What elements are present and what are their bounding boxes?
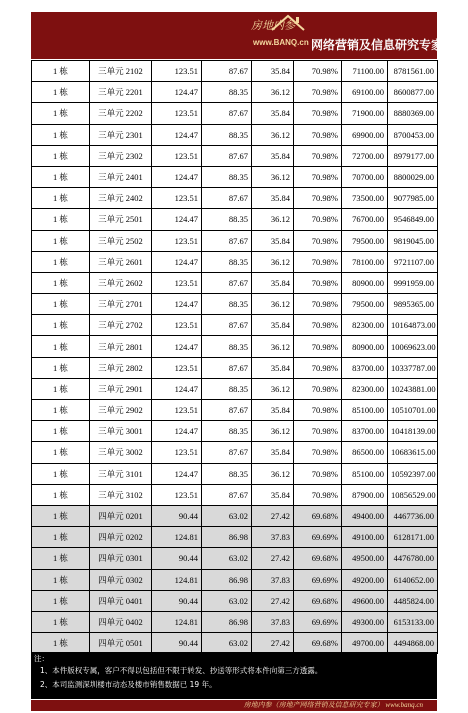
table-cell: 70.98% (294, 209, 342, 230)
table-cell: 87.67 (202, 188, 252, 209)
table-cell: 10337787.00 (388, 357, 438, 378)
table-cell: 69.68% (294, 505, 342, 526)
table-cell: 1 栋 (32, 294, 90, 315)
table-cell: 1 栋 (32, 548, 90, 569)
table-cell: 三单元 2102 (90, 61, 152, 82)
table-cell: 86.98 (202, 611, 252, 632)
table-cell: 63.02 (202, 505, 252, 526)
table-cell: 9077985.00 (388, 188, 438, 209)
table-cell: 88.35 (202, 124, 252, 145)
table-cell: 10243881.00 (388, 378, 438, 399)
brand-logo (251, 16, 444, 56)
table-cell: 70.98% (294, 124, 342, 145)
table-cell: 87.67 (202, 400, 252, 421)
table-cell: 70.98% (294, 315, 342, 336)
table-row (32, 61, 438, 82)
table-cell: 8600877.00 (388, 82, 438, 103)
table-cell: 36.12 (252, 463, 294, 484)
table-cell: 82300.00 (342, 315, 388, 336)
table-cell: 49300.00 (342, 611, 388, 632)
table-cell: 35.84 (252, 484, 294, 505)
table-cell: 76700.00 (342, 209, 388, 230)
table-cell: 9721107.00 (388, 251, 438, 272)
table-row (32, 188, 438, 209)
table-cell: 36.12 (252, 294, 294, 315)
table-cell: 123.51 (152, 188, 202, 209)
table-cell: 三单元 3002 (90, 442, 152, 463)
table-cell: 123.51 (152, 230, 202, 251)
table-cell: 四单元 0202 (90, 527, 152, 548)
table-cell: 124.81 (152, 527, 202, 548)
table-cell: 8979177.00 (388, 145, 438, 166)
table-cell: 四单元 0401 (90, 590, 152, 611)
table-cell: 70.98% (294, 400, 342, 421)
table-cell: 72700.00 (342, 145, 388, 166)
table-cell: 1 栋 (32, 61, 90, 82)
table-cell: 70.98% (294, 294, 342, 315)
table-cell: 88.35 (202, 336, 252, 357)
table-cell: 70.98% (294, 188, 342, 209)
table-cell: 124.81 (152, 569, 202, 590)
table-cell: 27.42 (252, 633, 294, 654)
table-cell: 8700453.00 (388, 124, 438, 145)
table-cell: 124.47 (152, 166, 202, 187)
table-cell: 1 栋 (32, 336, 90, 357)
table-cell: 36.12 (252, 378, 294, 399)
table-cell: 1 栋 (32, 400, 90, 421)
table-cell: 27.42 (252, 548, 294, 569)
table-cell: 124.47 (152, 378, 202, 399)
table-cell: 49700.00 (342, 633, 388, 654)
table-cell: 69.69% (294, 569, 342, 590)
table-cell: 123.51 (152, 484, 202, 505)
table-cell: 35.84 (252, 145, 294, 166)
table-cell: 63.02 (202, 633, 252, 654)
table-cell: 123.51 (152, 442, 202, 463)
table-cell: 6128171.00 (388, 527, 438, 548)
table-cell: 35.84 (252, 188, 294, 209)
table-cell: 87900.00 (342, 484, 388, 505)
table-cell: 36.12 (252, 421, 294, 442)
table-cell: 三单元 3001 (90, 421, 152, 442)
table-cell: 88.35 (202, 421, 252, 442)
table-cell: 70.98% (294, 230, 342, 251)
table-row (32, 272, 438, 293)
table-row (32, 209, 438, 230)
table-cell: 49100.00 (342, 527, 388, 548)
notes-box (31, 652, 437, 699)
table-cell: 四单元 0201 (90, 505, 152, 526)
table-row (32, 505, 438, 526)
table-cell: 37.83 (252, 611, 294, 632)
table-cell: 71100.00 (342, 61, 388, 82)
table-cell: 10856529.00 (388, 484, 438, 505)
table-cell: 10592397.00 (388, 463, 438, 484)
table-cell: 三单元 2202 (90, 103, 152, 124)
table-cell: 9819045.00 (388, 230, 438, 251)
table-cell: 124.47 (152, 421, 202, 442)
table-cell: 1 栋 (32, 103, 90, 124)
table-cell: 69.69% (294, 611, 342, 632)
table-cell: 三单元 2601 (90, 251, 152, 272)
table-cell: 四单元 0402 (90, 611, 152, 632)
table-row (32, 315, 438, 336)
table-cell: 123.51 (152, 103, 202, 124)
table-cell: 70.98% (294, 145, 342, 166)
table-cell: 10418139.00 (388, 421, 438, 442)
table-cell: 1 栋 (32, 272, 90, 293)
table-cell: 10510701.00 (388, 400, 438, 421)
table-row (32, 230, 438, 251)
table-cell: 63.02 (202, 548, 252, 569)
table-cell: 35.84 (252, 103, 294, 124)
table-cell: 9546849.00 (388, 209, 438, 230)
table-cell: 1 栋 (32, 357, 90, 378)
table-cell: 69.68% (294, 590, 342, 611)
table-cell: 4467736.00 (388, 505, 438, 526)
table-cell: 27.42 (252, 505, 294, 526)
table-cell: 71900.00 (342, 103, 388, 124)
table-cell: 70.98% (294, 251, 342, 272)
table-cell: 36.12 (252, 124, 294, 145)
table-cell: 三单元 2402 (90, 188, 152, 209)
notes-label: 注： (34, 654, 49, 663)
table-cell: 124.47 (152, 209, 202, 230)
table-cell: 124.47 (152, 124, 202, 145)
logo-chinese-name: 房地内参 (251, 20, 295, 32)
table-cell: 87.67 (202, 230, 252, 251)
table-cell: 8781561.00 (388, 61, 438, 82)
table-cell: 87.67 (202, 103, 252, 124)
table-cell: 80900.00 (342, 272, 388, 293)
table-row (32, 294, 438, 315)
table-cell: 10164873.00 (388, 315, 438, 336)
table-cell: 49400.00 (342, 505, 388, 526)
table-row (32, 400, 438, 421)
table-cell: 70.98% (294, 421, 342, 442)
table-cell: 86.98 (202, 527, 252, 548)
table-cell: 69900.00 (342, 124, 388, 145)
table-cell: 36.12 (252, 209, 294, 230)
table-cell: 73500.00 (342, 188, 388, 209)
table-row (32, 166, 438, 187)
table-cell: 三单元 3102 (90, 484, 152, 505)
table-cell: 63.02 (202, 590, 252, 611)
table-cell: 123.51 (152, 400, 202, 421)
table-cell: 83700.00 (342, 357, 388, 378)
table-cell: 四单元 0301 (90, 548, 152, 569)
table-row (32, 633, 438, 654)
table-cell: 三单元 2401 (90, 166, 152, 187)
table-cell: 三单元 2302 (90, 145, 152, 166)
table-cell: 36.12 (252, 166, 294, 187)
table-row (32, 463, 438, 484)
table-row (32, 442, 438, 463)
table-cell: 79500.00 (342, 230, 388, 251)
table-cell: 4485824.00 (388, 590, 438, 611)
table-cell: 1 栋 (32, 209, 90, 230)
table-row (32, 357, 438, 378)
table-cell: 1 栋 (32, 188, 90, 209)
table-cell: 35.84 (252, 272, 294, 293)
table-cell: 123.51 (152, 357, 202, 378)
table-cell: 70.98% (294, 272, 342, 293)
unit-price-table (31, 60, 438, 654)
footer-bar (31, 700, 437, 711)
table-cell: 10069623.00 (388, 336, 438, 357)
table-cell: 87.67 (202, 145, 252, 166)
table-cell: 124.47 (152, 82, 202, 103)
table-cell: 35.84 (252, 61, 294, 82)
table-row (32, 336, 438, 357)
table-cell: 三单元 2301 (90, 124, 152, 145)
table-cell: 70.98% (294, 357, 342, 378)
table-row (32, 548, 438, 569)
table-row (32, 124, 438, 145)
table-cell: 1 栋 (32, 611, 90, 632)
table-cell: 三单元 2901 (90, 378, 152, 399)
table-cell: 90.44 (152, 590, 202, 611)
table-cell: 1 栋 (32, 421, 90, 442)
table-cell: 88.35 (202, 251, 252, 272)
table-cell: 88.35 (202, 294, 252, 315)
table-cell: 78100.00 (342, 251, 388, 272)
table-cell: 1 栋 (32, 230, 90, 251)
table-cell: 36.12 (252, 82, 294, 103)
note-monitoring: 2、本司监测深圳楼市动态及楼市销售数据已 19 年。 (40, 680, 217, 689)
table-cell: 6140652.00 (388, 569, 438, 590)
table-row (32, 103, 438, 124)
table-cell: 1 栋 (32, 145, 90, 166)
table-cell: 70.98% (294, 378, 342, 399)
table-cell: 90.44 (152, 505, 202, 526)
table-cell: 三单元 2902 (90, 400, 152, 421)
table-cell: 1 栋 (32, 633, 90, 654)
table-cell: 1 栋 (32, 82, 90, 103)
table-row (32, 145, 438, 166)
table-cell: 1 栋 (32, 166, 90, 187)
table-row (32, 378, 438, 399)
table-cell: 1 栋 (32, 569, 90, 590)
table-cell: 87.67 (202, 272, 252, 293)
table-cell: 123.51 (152, 61, 202, 82)
table-cell: 四单元 0302 (90, 569, 152, 590)
table-cell: 70.98% (294, 336, 342, 357)
table-cell: 1 栋 (32, 378, 90, 399)
table-cell: 1 栋 (32, 484, 90, 505)
table-cell: 86.98 (202, 569, 252, 590)
table-cell: 70.98% (294, 103, 342, 124)
table-row (32, 421, 438, 442)
table-cell: 35.84 (252, 442, 294, 463)
page-number: 6 (430, 653, 436, 663)
table-cell: 4494868.00 (388, 633, 438, 654)
table-cell: 123.51 (152, 315, 202, 336)
table-cell: 四单元 0501 (90, 633, 152, 654)
header-banner (31, 12, 444, 59)
table-cell: 124.81 (152, 611, 202, 632)
table-cell: 37.83 (252, 569, 294, 590)
table-cell: 79500.00 (342, 294, 388, 315)
table-cell: 1 栋 (32, 590, 90, 611)
table-cell: 8880369.00 (388, 103, 438, 124)
table-cell: 36.12 (252, 251, 294, 272)
table-cell: 9991959.00 (388, 272, 438, 293)
table-cell: 三单元 2501 (90, 209, 152, 230)
table-cell: 37.83 (252, 527, 294, 548)
table-cell: 70.98% (294, 166, 342, 187)
table-cell: 123.51 (152, 145, 202, 166)
table-cell: 三单元 2602 (90, 272, 152, 293)
table-cell: 35.84 (252, 357, 294, 378)
table-cell: 88.35 (202, 82, 252, 103)
table-cell: 49200.00 (342, 569, 388, 590)
footer-text: 房地内参（房地产网络营销及信息研究专家） www.banq.cn (243, 701, 423, 709)
table-cell: 70.98% (294, 442, 342, 463)
table-cell: 88.35 (202, 166, 252, 187)
table-cell: 三单元 2702 (90, 315, 152, 336)
table-body (32, 61, 438, 654)
table-cell: 85100.00 (342, 400, 388, 421)
table-cell: 9895365.00 (388, 294, 438, 315)
table-cell: 85100.00 (342, 463, 388, 484)
table-row (32, 251, 438, 272)
table-row (32, 569, 438, 590)
table-cell: 87.67 (202, 315, 252, 336)
table-cell: 三单元 2502 (90, 230, 152, 251)
table-cell: 70.98% (294, 484, 342, 505)
table-cell: 86500.00 (342, 442, 388, 463)
table-cell: 124.47 (152, 294, 202, 315)
table-row (32, 527, 438, 548)
table-cell: 1 栋 (32, 463, 90, 484)
table-cell: 35.84 (252, 315, 294, 336)
table-cell: 35.84 (252, 400, 294, 421)
table-cell: 70.98% (294, 61, 342, 82)
table-cell: 87.67 (202, 61, 252, 82)
table-cell: 69100.00 (342, 82, 388, 103)
table-cell: 6153133.00 (388, 611, 438, 632)
table-row (32, 590, 438, 611)
table-cell: 36.12 (252, 336, 294, 357)
table-cell: 87.67 (202, 357, 252, 378)
table-cell: 88.35 (202, 378, 252, 399)
table-cell: 70.98% (294, 463, 342, 484)
table-cell: 83700.00 (342, 421, 388, 442)
note-copyright: 1、本件版权专属，客户不得以包括但不限于转发、抄送等形式将本件向第三方透露。 (40, 666, 323, 675)
table-cell: 70.98% (294, 82, 342, 103)
table-cell: 49600.00 (342, 590, 388, 611)
table-cell: 69.68% (294, 633, 342, 654)
table-cell: 70700.00 (342, 166, 388, 187)
table-cell: 1 栋 (32, 505, 90, 526)
table-cell: 三单元 3101 (90, 463, 152, 484)
table-cell: 1 栋 (32, 124, 90, 145)
table-cell: 69.69% (294, 527, 342, 548)
table-cell: 35.84 (252, 230, 294, 251)
table-row (32, 82, 438, 103)
table-cell: 69.68% (294, 548, 342, 569)
table-cell: 123.51 (152, 272, 202, 293)
table-cell: 80900.00 (342, 336, 388, 357)
table-cell: 88.35 (202, 463, 252, 484)
table-row (32, 611, 438, 632)
table-cell: 8800029.00 (388, 166, 438, 187)
table-row (32, 484, 438, 505)
header-title: 网络营销及信息研究专家 (311, 38, 444, 52)
table-cell: 4476780.00 (388, 548, 438, 569)
table-cell: 三单元 2802 (90, 357, 152, 378)
table-cell: 1 栋 (32, 527, 90, 548)
table-cell: 124.47 (152, 463, 202, 484)
table-cell: 88.35 (202, 209, 252, 230)
table-cell: 三单元 2701 (90, 294, 152, 315)
table-cell: 90.44 (152, 548, 202, 569)
logo-url: www.BANQ.cn (253, 38, 309, 47)
table-cell: 1 栋 (32, 315, 90, 336)
table-cell: 90.44 (152, 633, 202, 654)
table-cell: 87.67 (202, 484, 252, 505)
table-cell: 10683615.00 (388, 442, 438, 463)
table-cell: 三单元 2201 (90, 82, 152, 103)
table-cell: 49500.00 (342, 548, 388, 569)
table-cell: 124.47 (152, 251, 202, 272)
table-cell: 82300.00 (342, 378, 388, 399)
table-cell: 27.42 (252, 590, 294, 611)
table-cell: 三单元 2801 (90, 336, 152, 357)
table-cell: 1 栋 (32, 442, 90, 463)
table-cell: 87.67 (202, 442, 252, 463)
table-cell: 1 栋 (32, 251, 90, 272)
table-cell: 124.47 (152, 336, 202, 357)
